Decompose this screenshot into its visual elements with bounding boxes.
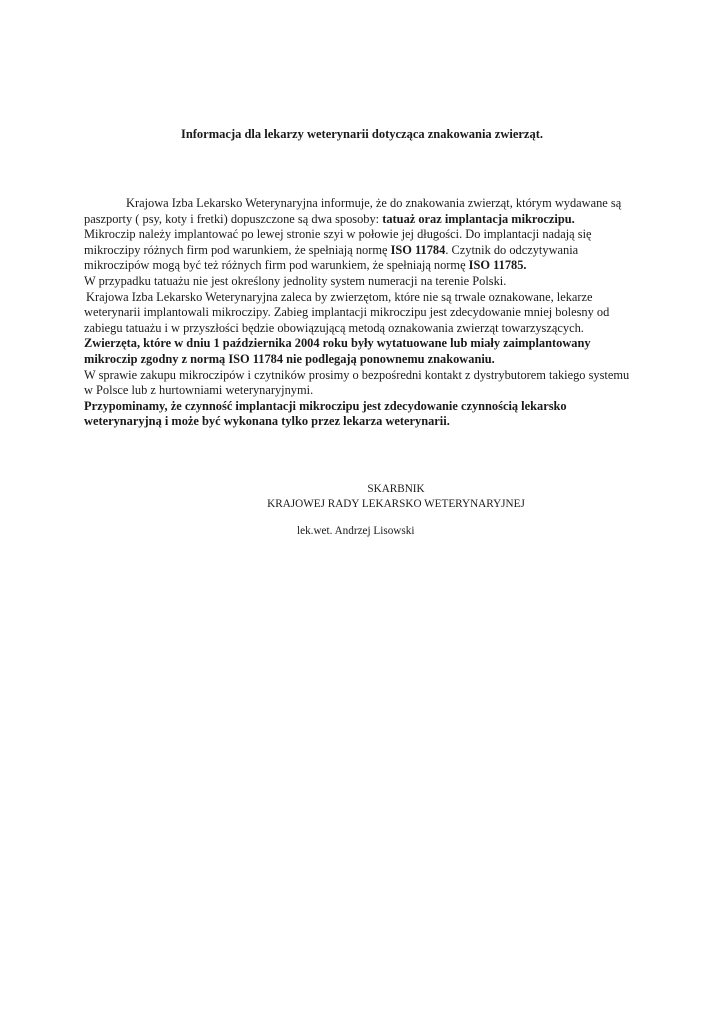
- paragraph-reminder: Przypominamy, że czynność implantacji mikroczipu jest zdecydowanie czynnością lekarsko weterynaryjną i może być wykonana tylko przez lekarza weterynarii.: [84, 398, 567, 429]
- signature-role: [200, 482, 592, 512]
- paragraph-exemption: Zwierzęta, które w dniu 1 października 2004 roku były wytatuowane lub miały zaimplantowany mikroczip zgodny z normą ISO 11784 nie podlegają ponownemu znakowaniu.: [84, 336, 591, 366]
- signature-role-line-1: SKARBNIK: [367, 483, 425, 495]
- paragraph-microchip-norms: [84, 227, 640, 274]
- document-body: [84, 196, 640, 430]
- signature-name: lek.wet. Andrzej Lisowski: [297, 525, 415, 537]
- document-title: Informacja dla lekarzy weterynarii dotycząca znakowania zwierząt.: [180, 127, 544, 141]
- paragraph-intro: [84, 196, 640, 227]
- paragraph-purchase: W sprawie zakupu mikroczipów i czytników prosimy o bezpośredni kontakt z dystrybutorem takiego systemu w Polsce lub z hurtowniami weterynaryjnymi.: [84, 367, 630, 398]
- microchip-norm-iso-11784: ISO 11784: [390, 242, 446, 257]
- paragraph-intro-bold: tatuaż oraz implantacja mikroczipu.: [382, 211, 575, 226]
- microchip-text-1: Mikroczip należy implantować po lewej stronie szyi w połowie jej długości. Do implantacji nadają się mikroczipy różnych firm pod warunkiem, że spełniają normę: [84, 227, 592, 257]
- paragraph-recommendation: Krajowa Izba Lekarsko Weterynaryjna zaleca by zwierzętom, które nie są trwale oznakowane, lekarze weterynarii implantowali mikroczipy. Zabieg implantacji mikroczipu jest zdecydowanie mniej bolesny od zabiegu tatuażu i w przyszłości będzie obowiązującą metodą oznakowania zwierząt towarzyszących.: [84, 289, 610, 335]
- paragraph-tattoo: W przypadku tatuażu nie jest określony jednolity system numeracji na terenie Polski.: [84, 273, 507, 288]
- signature-role-line-2: KRAJOWEJ RADY LEKARSKO WETERYNARYJNEJ: [267, 498, 525, 510]
- paragraph-intro-text: Krajowa Izba Lekarsko Weterynaryjna informuje, że do znakowania zwierząt, którym wydawane są paszporty ( psy, koty i fretki) dopuszczone są dwa sposoby:: [84, 196, 622, 226]
- microchip-text-2: . Czytnik do odczytywania mikroczipów mogą być też różnych firm pod warunkiem, że spełniają normę: [84, 242, 579, 273]
- reader-norm-iso-11785: ISO 11785.: [468, 258, 527, 273]
